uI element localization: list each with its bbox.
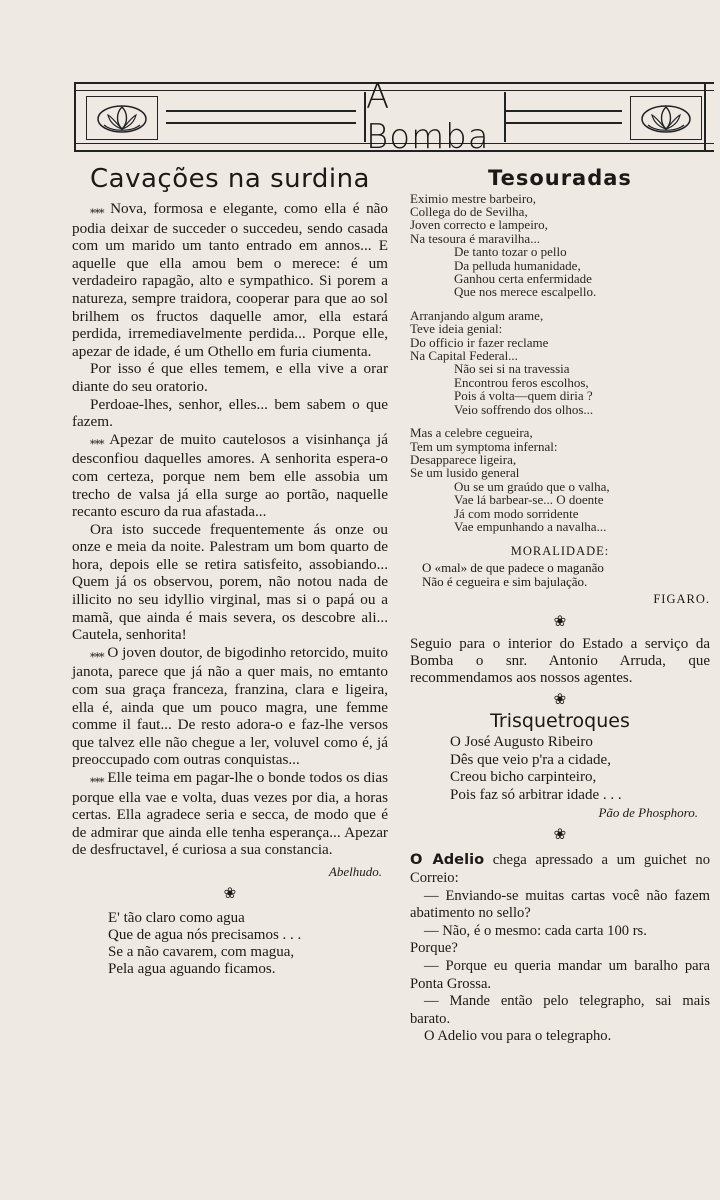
verse-line: Pois á volta—quem diria ?	[454, 388, 593, 404]
stanza	[410, 192, 710, 299]
moral-line: O «mal» de que padece o maganão	[422, 559, 604, 575]
dialog-line: O Adelio chega apressado a um guichet no Correio:	[410, 851, 710, 886]
dialog-line: — Não, é o mesmo: cada carta 100 rs.	[424, 922, 647, 939]
banner-side	[74, 82, 84, 152]
poem-line: Creou bicho carpinteiro,	[450, 769, 597, 786]
right-column	[410, 166, 710, 1046]
verse-line: Eximio mestre barbeiro,	[410, 190, 536, 206]
verse-line: Vae empunhando a navalha...	[454, 518, 607, 534]
moral-line: Não é cegueira e sim bajulação.	[422, 573, 588, 589]
poem-line: Dês que veio p'ra a cidade,	[450, 751, 611, 768]
article-paragraph: Por isso é que elles temem, e ella vive a orar diante do seu oratorio.	[72, 360, 388, 395]
verse-line: Que nos merece escalpello.	[454, 284, 597, 300]
left-column	[72, 162, 388, 978]
verse-line: De tanto tozar o pello	[454, 244, 567, 260]
poem-line: Pela agua aguando ficamos.	[108, 961, 276, 978]
article-paragraph: Perdoae-lhes, senhor, elles... bem sabem o que fazem.	[72, 395, 388, 431]
section-title: Cavações na surdina	[90, 164, 370, 194]
signature: FIGARO.	[653, 591, 710, 606]
verse-line: Ganhou certa enfermidade	[454, 271, 592, 287]
moral-title: MORALIDADE:	[510, 544, 610, 559]
verse-line: Já com modo sorridente	[454, 505, 579, 521]
flower-ornament-icon: ❀	[553, 691, 567, 709]
moral-lines	[410, 561, 710, 589]
article-paragraph: ⁎⁎⁎ O joven doutor, de bigodinho retorcido, muito janota, parece que já não a quer mais, no emtanto com sua graça franceza, franzina, clara e ligeira, ella é, ainda que um pouco magra, une femme comme il faut... De resto adora-o e faz-lhe versos que talvez elle não chegue a ler, voluvel como é, já preoccupado com outras conquistas...	[72, 643, 388, 769]
article-paragraph: ⁎⁎⁎ Apezar de muito cautelosos a visinhança já desconfiou daquelles amores. A senhorita espera-o com certeza, porque nem bem elle assobia um trecho de valsa já ella surge ao portão, naquelle recanto escuro da rua afastada...	[72, 430, 389, 521]
verse-line: Ou se um graúdo que o valha,	[454, 478, 610, 494]
signature: Pão de Phosphoro.	[598, 805, 698, 821]
article-paragraph: ⁎⁎⁎ Nova, formosa e elegante, como ella é não podia deixar de succeder o succedeu, sendo casada com um marido um tanto entrado em annos... E aquelle que ella amou bem o merece: é um verdadeiro rapagão, alto e sympathico. Si porem a natureza, sempre traidora, cooperar para que ao sol brilhem os fructos daquelle amor, ella estará perdida, irremediavelmente perdida... Porque elle, apezar de idade, é um Othello em furia ciumenta.	[72, 200, 389, 360]
page-title: A Bomba	[366, 77, 490, 157]
poem-line: O José Augusto Ribeiro	[450, 734, 593, 751]
section-title: Tesouradas	[488, 166, 632, 190]
notice-paragraph: Seguio para o interior do Estado a serviço da Bomba o snr. Antonio Arruda, que recommendamos aos nossos agentes.	[410, 636, 710, 687]
signature: Abelhudo.	[328, 863, 382, 879]
verse-line: Collega do de Sevilha,	[410, 204, 528, 219]
title-box	[364, 77, 506, 157]
verse-line: Teve ideia genial:	[410, 321, 503, 337]
poem-line: Que de agua nós precisamos . . .	[108, 927, 302, 944]
dialog-line: — Porque eu queria mandar um baralho para Ponta Grossa.	[410, 957, 710, 992]
article-paragraph: ⁎⁎⁎ Elle teima em pagar-lhe o bonde todos os dias porque ella vae e volta, duas vezes por dia, a horas certas. Ella agradece seria e secca, de modo que é de admirar que ainda elle tenha esperança... Apezar de desfructavel, é curiosa a sua constancia.	[72, 769, 388, 859]
banner-side	[704, 82, 714, 152]
dialog-line: O Adelio vou para o telegrapho.	[424, 1028, 612, 1045]
masthead-banner	[74, 77, 714, 157]
verse-line: Na tesoura é maravilha...	[410, 230, 540, 246]
stanza	[410, 426, 710, 533]
verse-line: Não sei si na travessia	[454, 361, 570, 377]
verse-line: Encontrou feros escolhos,	[454, 374, 589, 390]
anecdote	[410, 851, 710, 1046]
poem	[410, 734, 710, 822]
lotus-ornament-icon	[86, 96, 158, 140]
asterism-icon: ⁎⁎⁎	[90, 434, 104, 447]
verse-line: Na Capital Federal...	[410, 348, 518, 364]
article-paragraph: Ora isto succede frequentemente ás onze ou onze e meia da noite. Palestram um bom quarto de hora, depois elle se retira satisfeito, assobiando... Quem já os observou, porem, não notou nada de illicito no seu idyllio virginal, mas si o papá ou a mamã, que ainda é mais severa, os descobre ali... Cautela, senhorita!	[72, 520, 388, 644]
anecdote-head: O Adelio	[410, 851, 485, 869]
flower-ornament-icon: ❀	[553, 612, 567, 630]
poem	[108, 910, 388, 978]
asterism-icon: ⁎⁎⁎	[90, 647, 104, 660]
poem-line: Se a não cavarem, com magua,	[108, 944, 295, 961]
verse-line: Do officio ir fazer reclame	[410, 334, 549, 350]
verse-line: Veio soffrendo dos olhos...	[454, 401, 594, 417]
poem-line: E' tão claro como agua	[108, 910, 245, 927]
verse-line: Mas a celebre cegueira,	[410, 425, 533, 441]
stanza	[410, 309, 710, 416]
dialog-line: — Mande então pelo telegrapho, sai mais barato.	[410, 993, 710, 1027]
lotus-ornament-icon	[630, 96, 702, 140]
verse-line: Da pelluda humanidade,	[454, 257, 581, 273]
verse-line: Arranjando algum arame,	[410, 307, 544, 323]
banner-band	[166, 102, 356, 132]
flower-ornament-icon: ❀	[553, 825, 567, 843]
section-title: Trisquetroques	[490, 709, 630, 732]
verse-line: Tem um symptoma infernal:	[410, 438, 558, 454]
poem-line: Pois faz só arbitrar idade . . .	[450, 786, 622, 803]
dialog-line: — Enviando-se muitas cartas você não fazem abatimento no sello?	[410, 887, 710, 922]
asterism-icon: ⁎⁎⁎	[90, 773, 104, 785]
verse-block	[410, 192, 710, 534]
verse-line: Desapparece ligeira,	[410, 451, 517, 467]
asterism-icon: ⁎⁎⁎	[90, 204, 104, 216]
banner-band	[504, 102, 622, 132]
verse-line: Joven correcto e lampeiro,	[410, 217, 548, 233]
flower-ornament-icon: ❀	[223, 884, 237, 902]
verse-line: Vae lá barbear-se... O doente	[454, 492, 604, 508]
verse-line: Se um lusido general	[410, 465, 520, 481]
dialog-line: Porque?	[410, 940, 458, 957]
